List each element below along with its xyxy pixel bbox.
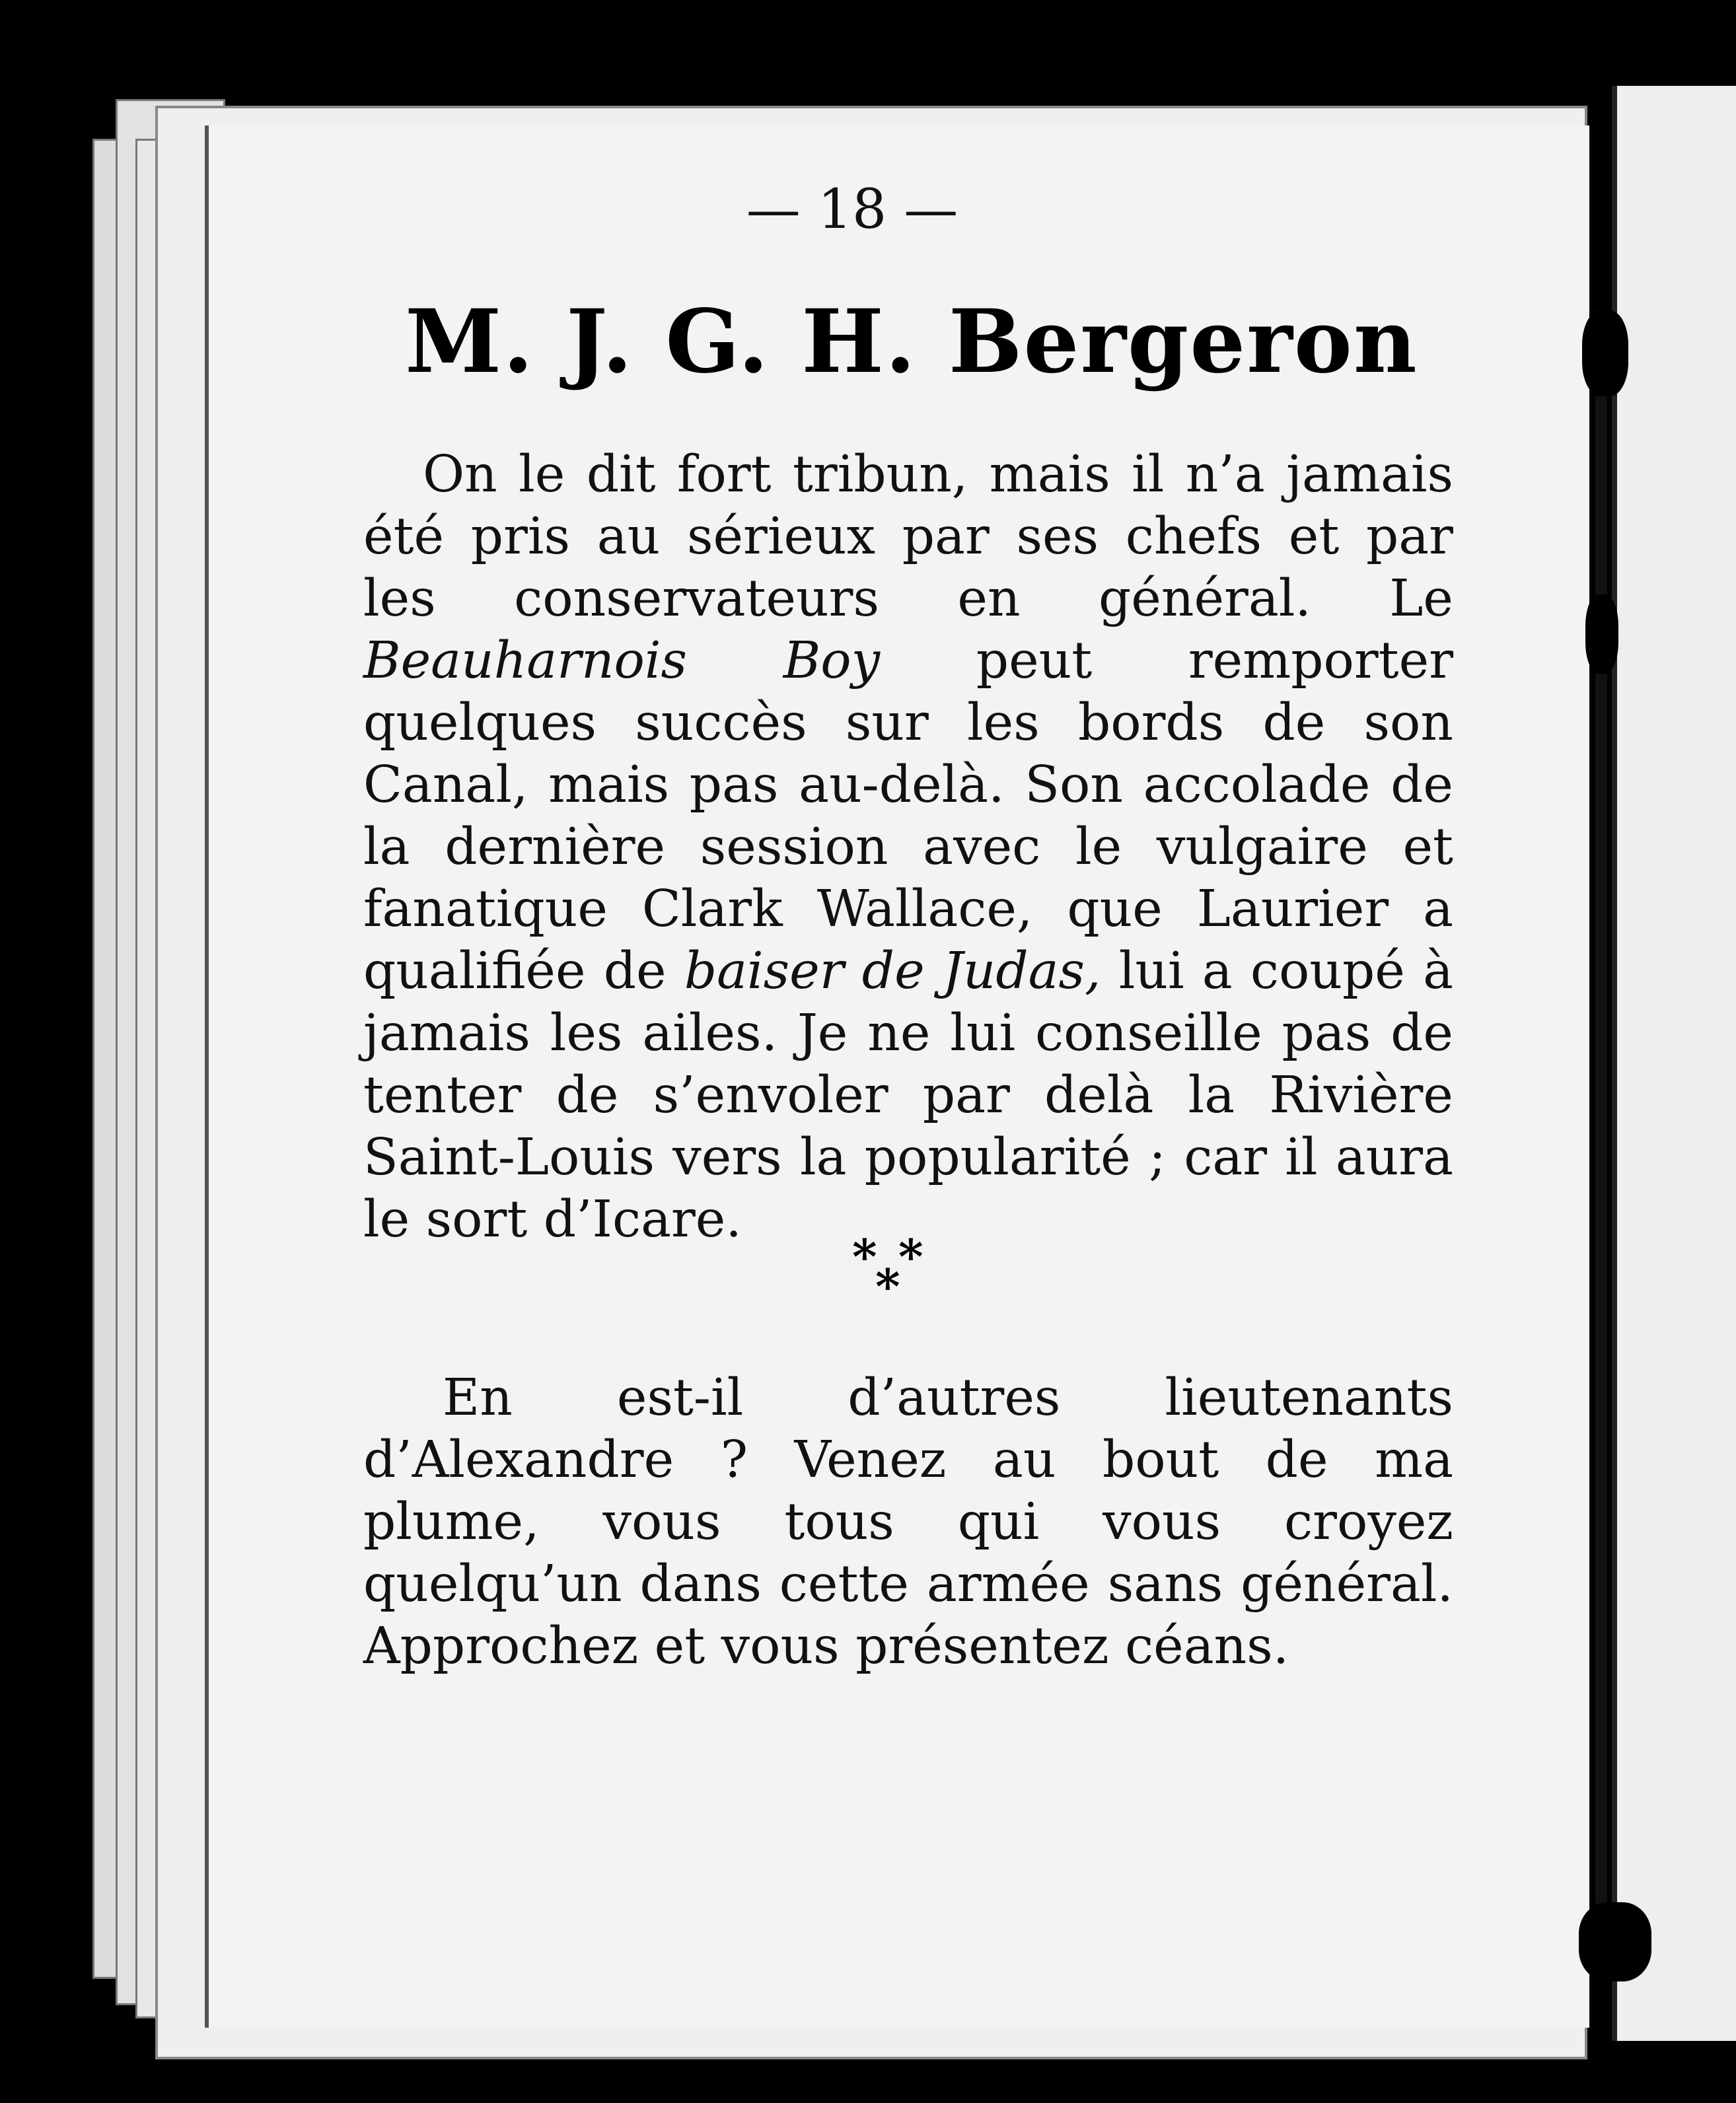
page-title: M. J. G. H. Bergeron [405, 291, 1418, 393]
asterisk: * [852, 1229, 877, 1285]
facing-page-edge [1612, 86, 1736, 2041]
page-number: — 18 — [746, 178, 958, 241]
italic-text: Beauharnois Boy [363, 631, 881, 690]
binding-damage [1579, 1902, 1651, 1981]
asterisk: * [875, 1258, 900, 1314]
italic-text: baiser de Judas, [684, 942, 1101, 1001]
paragraph-text: On le dit fort tribun, mais il n’a jamais été pris au sérieux par ses chefs et par les conservateurs en général. Le [363, 445, 1453, 628]
paragraph-text: peut remporter quelques succès sur les bords de son Canal, mais pas au-delà. Son accolade de la dernière session avec le vulgaire et fanatique Clark Wallace, que Laurier a qualifiée de [363, 631, 1453, 1001]
paragraph [363, 444, 1453, 1251]
paragraph: En est-il d’autres lieutenants d’Alexandre ? Venez au bout de ma plume, vous tous qui vous croyez quelqu’un dans cette armée sans général. Approchez et vous présentez céans. [363, 1369, 1453, 1676]
paragraph-text: lui a coupé à jamais les ailes. Je ne lui conseille pas de tenter de s’envoler par delà la Rivière Saint-Louis vers la popularité ; car il aura le sort d’Icare. [363, 942, 1453, 1249]
book-spine [1595, 310, 1607, 1942]
binding-damage [1585, 594, 1618, 674]
asterisk: * [898, 1229, 923, 1285]
binding-damage [1582, 310, 1628, 396]
asterism-divider [839, 1229, 938, 1314]
